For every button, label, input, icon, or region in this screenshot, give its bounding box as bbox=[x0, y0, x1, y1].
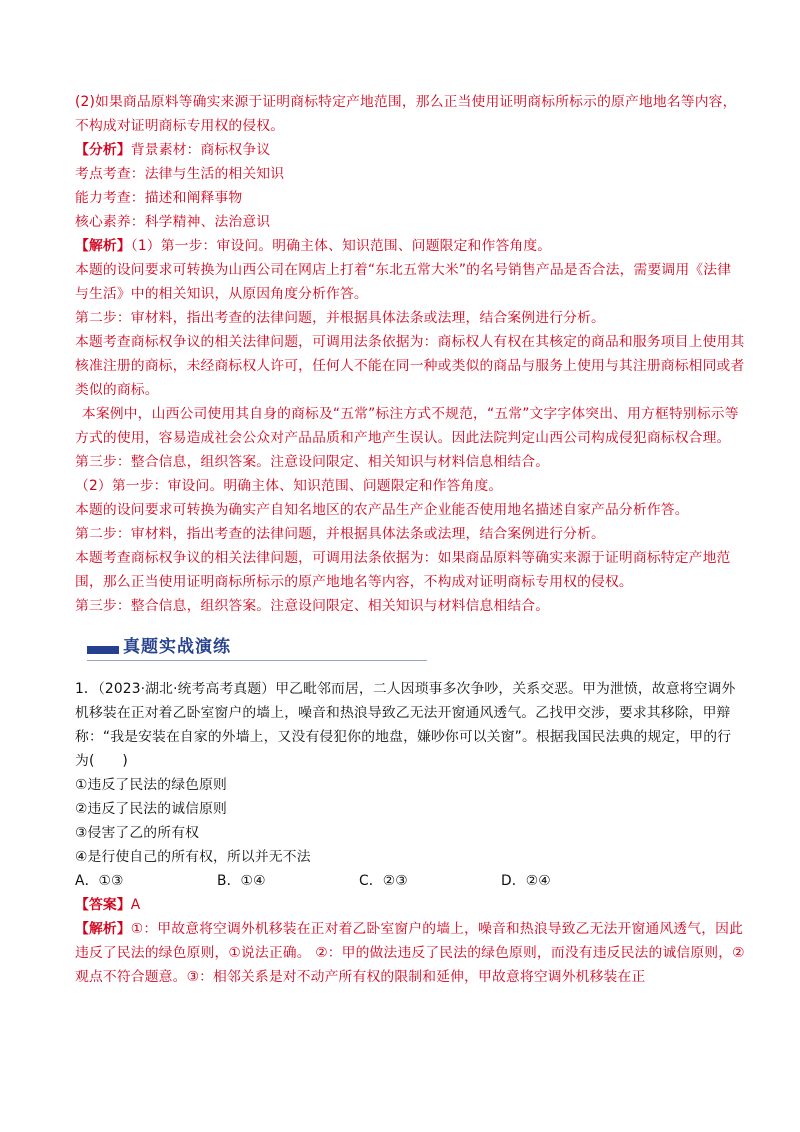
statement-3: ③侵害了乙的所有权 bbox=[75, 825, 200, 841]
analysis-heading bbox=[75, 138, 745, 162]
explain-paragraph-15: 本题考查商标权争议的相关法律问题，可调用法条依据为：如果商品原料等确实来源于证明商标特定产地范围，那么正当使用证明商标所标示的原产地地名等内容，不构成对证明商标专用权的侵权。 bbox=[75, 550, 731, 590]
statement-4: ④是行使自己的所有权，所以并无不法 bbox=[75, 849, 311, 865]
question-explanation bbox=[75, 917, 745, 989]
explain-paragraph-14: 第二步：审材料，指出考查的法律问题，并根据具体法条或法理，结合案例进行分析。 bbox=[75, 526, 605, 542]
option-b: B．①④ bbox=[217, 873, 266, 889]
question-stem bbox=[75, 677, 745, 773]
answer-tag: 【答案】 bbox=[75, 897, 131, 913]
question-number: 1． bbox=[75, 681, 98, 697]
explain-paragraph-13: 本题的设问要求可转换为确实产自知名地区的农产品生产企业能否使用地名描述自家产品分析作答。 bbox=[75, 502, 689, 518]
option-c: C．②③ bbox=[359, 873, 408, 889]
question-explain-tag: 【解析】 bbox=[75, 921, 131, 937]
option-d: D．②④ bbox=[501, 873, 551, 889]
explain-step1: （1）第一步：审设问。明确主体、知识范围、问题限定和作答角度。 bbox=[130, 238, 552, 254]
explain-paragraph-9: 本题考查商标权争议的相关法律问题，可调用法条依据为：商标权人有权在其核定的商品和服务项目上使用其核准注册的商标，未经商标权人许可，任何人不能在同一种或类似的商品与服务上使用与其注册商标相同或者类似的商标。 bbox=[75, 334, 745, 398]
explain-paragraph-11: 第三步：整合信息，组织答案。注意设问限定、相关知识与材料信息相结合。 bbox=[75, 454, 550, 470]
analysis-background: 背景素材：商标权争议 bbox=[130, 142, 271, 158]
answer-paragraph-2: (2)如果商品原料等确实来源于证明商标特定产地范围，那么正当使用证明商标所标示的原产地地名等内容，不构成对证明商标专用权的侵权。 bbox=[75, 94, 737, 134]
explain-paragraph-10: 本案例中，山西公司使用其自身的商标及“五常”标注方式不规范，“五常”文字字体突出、用方框特别标示等方式的使用，容易造成社会公众对产品品质和产地产生误认。因此法院判定山西公司构成侵犯商标权合理。 bbox=[75, 406, 739, 446]
analysis-tag: 【分析】 bbox=[75, 142, 131, 158]
question-source: （2023·湖北·统考高考真题） bbox=[97, 681, 276, 697]
option-a: A．①③ bbox=[75, 873, 124, 889]
answer-options bbox=[75, 869, 745, 893]
statement-2: ②违反了民法的诚信原则 bbox=[75, 801, 227, 817]
section-banner bbox=[87, 634, 427, 661]
explain-tag: 【解析】 bbox=[75, 238, 131, 254]
explain-paragraph-7: 本题的设问要求可转换为山西公司在网店上打着“东北五常大米”的名号销售产品是否合法，需要调用《法律与生活》中的相关知识，从原因角度分析作答。 bbox=[75, 262, 732, 302]
statement-1: ①违反了民法的绿色原则 bbox=[75, 777, 227, 793]
question-text: 甲乙毗邻而居，二人因琐事多次争吵，关系交恶。甲为泄愤，故意将空调外机移装在正对着乙卧室窗户的墙上，噪音和热浪导致乙无法开窗通风透气。乙找甲交涉，要求其移除，甲辩称：“我是安装在自家的外墙上，又没有侵犯你的地盘，嫌吵你可以关窗”。根据我国民法典的规定，甲的行为( ) bbox=[75, 681, 736, 769]
question-explain-text: ①：甲故意将空调外机移装在正对着乙卧室窗户的墙上，噪音和热浪导致乙无法开窗通风透气，因此违反了民法的绿色原则，①说法正确。 ②：甲的做法违反了民法的绿色原则，而没有违反民法的诚信原则，②观点不符合题意。③：相邻关系是对不动产所有权的限制和延伸，甲故意将空调外机移装在正 bbox=[75, 921, 745, 985]
analysis-literacy: 核心素养：科学精神、法治意识 bbox=[75, 214, 271, 230]
answer-value: A bbox=[130, 897, 141, 913]
explain-heading bbox=[75, 234, 745, 258]
document-content bbox=[75, 90, 745, 989]
explain-paragraph-8: 第二步：审材料，指出考查的法律问题，并根据具体法条或法理，结合案例进行分析。 bbox=[75, 310, 605, 326]
section-title: 真题实战演练 bbox=[123, 637, 231, 657]
explain-paragraph-12: （2）第一步：审设问。明确主体、知识范围、问题限定和作答角度。 bbox=[75, 478, 503, 494]
explain-paragraph-16: 第三步：整合信息，组织答案。注意设问限定、相关知识与材料信息相结合。 bbox=[75, 598, 550, 614]
banner-bar-decoration bbox=[87, 646, 119, 654]
answer-line bbox=[75, 893, 745, 917]
analysis-ability: 能力考查：描述和阐释事物 bbox=[75, 190, 243, 206]
analysis-knowledge: 考点考查：法律与生活的相关知识 bbox=[75, 166, 285, 182]
